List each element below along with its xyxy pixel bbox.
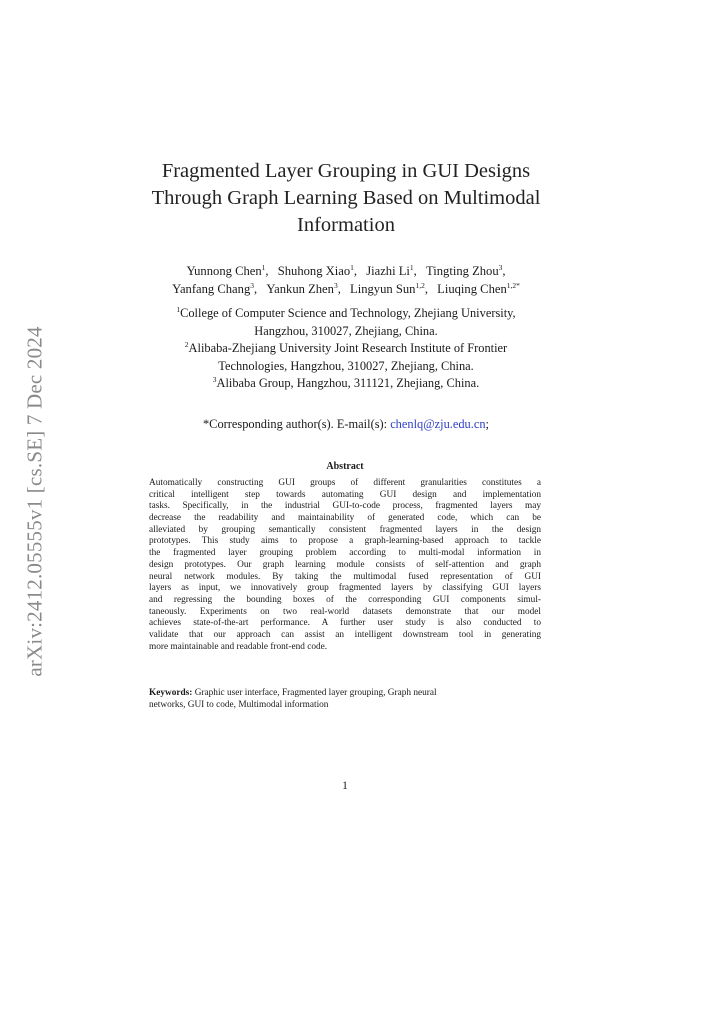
author-affiliation-marker: 1 — [350, 263, 354, 272]
corresponding-author — [110, 416, 582, 433]
affiliation-marker: 3 — [212, 375, 217, 384]
author-name: Yanfang Chang — [172, 282, 251, 296]
affiliation-2-continued: Technologies, Hangzhou, 310027, Zhejiang, China. — [218, 358, 474, 373]
keywords-line — [149, 688, 541, 700]
keywords-label: Keywords: — [149, 688, 193, 698]
author-affiliation-marker: 1,2 — [415, 281, 425, 290]
affiliation-list — [110, 305, 582, 393]
author-name: Jiazhi Li — [366, 264, 410, 278]
author-name: Yunnong Chen — [186, 264, 262, 278]
affiliation-3 — [110, 375, 582, 393]
abstract-line: achieves state-of-the-art performance. A further user study is also conducted to — [149, 618, 541, 629]
corresponding-author-suffix: ; — [485, 417, 489, 431]
author: Tingting Zhou$^3$, — [425, 263, 506, 278]
abstract-line: more maintainable and readable front-end code. — [149, 641, 328, 652]
abstract-body — [149, 478, 541, 653]
author-name: Tingting Zhou — [425, 264, 499, 278]
keywords-text: Graphic user interface, Fragmented layer grouping, Graph neural — [192, 688, 437, 698]
abstract-line: tasks. Specifically, in the industrial GUI-to-code process, fragmented layers may — [149, 501, 541, 512]
corresponding-author-label: *Corresponding author(s). E-mail(s): — [202, 417, 391, 431]
author — [437, 282, 520, 296]
abstract-line: neural network modules. By taking the multimodal fused representation of GUI — [149, 571, 541, 582]
author-line — [110, 262, 582, 280]
affiliation-1 — [110, 305, 582, 323]
abstract-line: Automatically constructing GUI groups of different granularities constitutes a — [149, 478, 541, 488]
affiliation-1-continued: Hangzhou, 310027, Zhejiang, China. — [254, 323, 438, 338]
author: Jiazhi Li$^1$, — [366, 263, 417, 278]
abstract-line: taneously. Experiments on two real-world datasets demonstrate that our model — [149, 606, 541, 617]
abstract-line: prototypes. This study aims to propose a graph-learning-based approach to tackle — [149, 536, 541, 547]
abstract-line: alleviated by grouping semantically consistent fragmented layers in the design — [149, 524, 541, 535]
affiliation-text: Alibaba-Zhejiang University Joint Research Institute of Frontier — [188, 341, 508, 355]
keywords-line: networks, GUI to code, Multimodal information — [149, 699, 329, 710]
author-affiliation-marker: 3 — [333, 281, 338, 290]
author: Yunnong Chen$^1$, — [186, 263, 269, 278]
author-name: Lingyun Sun — [350, 282, 416, 296]
affiliation-marker: 2 — [184, 340, 189, 349]
author-affiliation-marker: 1 — [261, 263, 266, 272]
abstract-line: the fragmented layer grouping problem according to multi-modal information in — [149, 548, 541, 559]
author: Yankun Zhen$^3$, — [266, 281, 341, 296]
title-line: Information — [297, 214, 395, 236]
author: Shuhong Xiao$^1$, — [277, 263, 358, 278]
abstract-line: critical intelligent step towards automating GUI design and implementation — [149, 489, 541, 500]
author-affiliation-marker: 1 — [409, 263, 414, 272]
title-line: Fragmented Layer Grouping in GUI Designs — [161, 160, 531, 182]
author-name: Shuhong Xiao — [277, 264, 351, 278]
paper-title — [120, 158, 572, 239]
abstract-line: layers as input, we innovatively group fragmented layers by classifying GUI layers — [149, 583, 541, 594]
arxiv-identifier-text: arXiv:2412.05555v1 [cs.SE] 7 Dec 2024 — [22, 325, 47, 677]
author-name: Yankun Zhen — [266, 282, 334, 296]
abstract-line: validate that our approach can assist an intelligent downstream tool in generating — [149, 629, 541, 640]
keywords — [149, 688, 541, 711]
abstract-heading: Abstract — [326, 461, 364, 472]
affiliation-marker: 1 — [176, 305, 181, 314]
page-number: 1 — [342, 780, 348, 792]
affiliation-text: Alibaba Group, Hangzhou, 311121, Zhejiang, China. — [216, 376, 480, 390]
author: Lingyun Sun$^{1,2}$, — [350, 281, 428, 296]
abstract-line: design prototypes. Our graph learning module consists of self-attention and graph — [149, 559, 541, 570]
author-affiliation-marker: 3 — [498, 263, 503, 272]
author-list — [110, 262, 582, 298]
arxiv-identifier-stamp — [17, 326, 53, 676]
author-name: Liuqing Chen — [437, 282, 507, 296]
affiliation-text: College of Computer Science and Technology, Zhejiang University, — [180, 306, 516, 320]
abstract-line: and regressing the bounding boxes of the corresponding GUI components simul- — [149, 594, 541, 605]
affiliation-2 — [110, 340, 582, 358]
abstract-line: decrease the readability and maintainability of generated code, which can be — [149, 513, 541, 524]
title-line: Through Graph Learning Based on Multimodal — [151, 187, 541, 209]
author: Yanfang Chang$^3$, — [172, 281, 258, 296]
corresponding-email-link[interactable]: chenlq@zju.edu.cn — [390, 417, 486, 431]
author-affiliation-marker: 3 — [250, 281, 254, 290]
author-affiliation-marker: 1,2* — [506, 281, 520, 290]
author-line — [110, 280, 582, 298]
